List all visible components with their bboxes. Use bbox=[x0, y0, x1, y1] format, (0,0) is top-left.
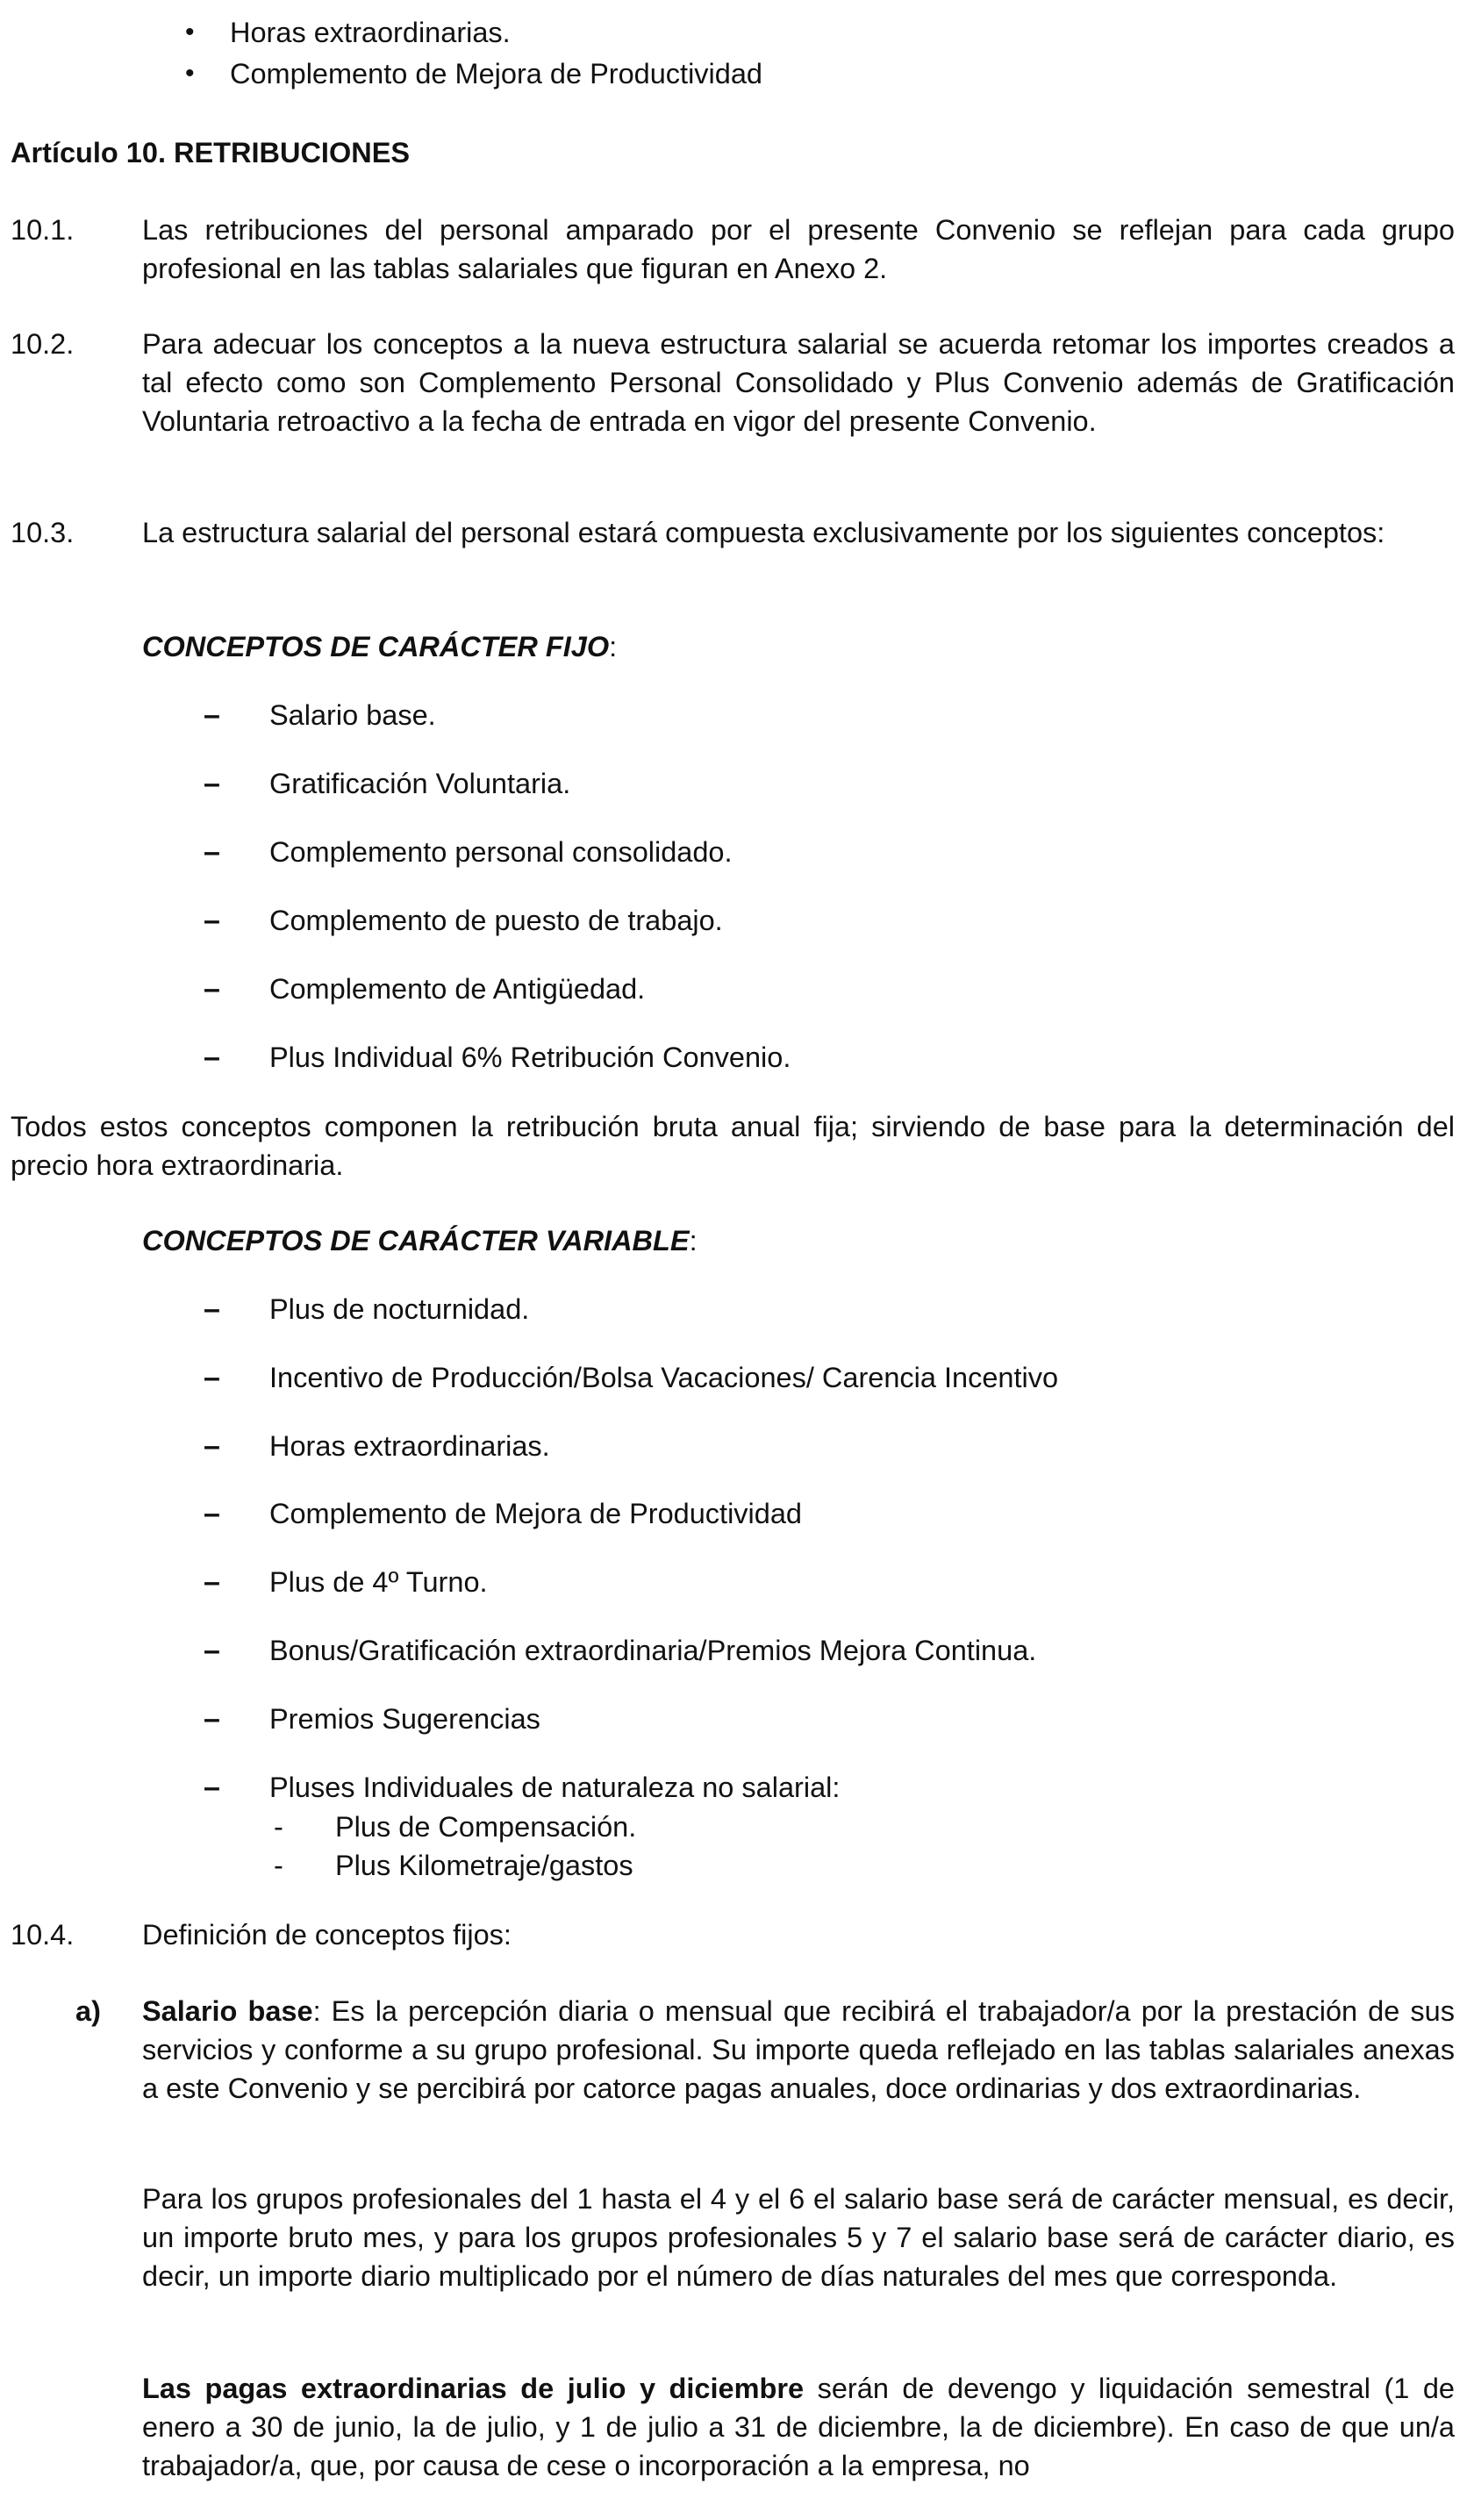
list-item: Complemento de puesto de trabajo. bbox=[269, 905, 723, 936]
article-title: Artículo 10. RETRIBUCIONES bbox=[11, 137, 411, 168]
list-item: Complemento de Mejora de Productividad bbox=[230, 58, 762, 89]
list-item: Plus de nocturnidad. bbox=[269, 1293, 530, 1325]
dash-icon: – bbox=[204, 767, 220, 800]
bullet-icon: • bbox=[185, 18, 195, 47]
dash-icon: – bbox=[204, 1041, 220, 1074]
dash-icon: – bbox=[204, 1429, 220, 1463]
dash-icon: – bbox=[204, 1361, 220, 1394]
hyphen-icon: - bbox=[274, 1811, 283, 1843]
section-text: Definición de conceptos fijos: bbox=[142, 1919, 512, 1951]
sub-list-item: Plus Kilometraje/gastos bbox=[335, 1850, 633, 1881]
list-item: Salario base. bbox=[269, 699, 436, 731]
pagas-extraordinarias-paragraph: Las pagas extraordinarias de julio y diciembre serán de devengo y liquidación semestral (1 de enero a 30 de junio, la de julio, y 1 de julio a 31 de diciembre, la de diciembre). En caso de que un/a trabajador/a, que, por causa de cese o incorporación a la empresa, no bbox=[142, 2373, 1455, 2481]
variable-concepts-heading: CONCEPTOS DE CARÁCTER VARIABLE: bbox=[142, 1225, 698, 1256]
list-item: Plus Individual 6% Retribución Convenio. bbox=[269, 1042, 791, 1073]
salario-base-paragraph: Salario base: Es la percepción diaria o mensual que recibirá el trabajador/a por la prestación de sus servicios y conforme a su grupo profesional. Su importe queda reflejado en las tablas salariales anexas a este Convenio y se percibirá por catorce pagas anuales, doce ordinarias y dos extraordinarias. bbox=[142, 1995, 1455, 2104]
section-text: Para adecuar los conceptos a la nueva estructura salarial se acuerda retomar los importes creados a tal efecto como son Complemento Personal Consolidado y Plus Convenio además de Gratificación Voluntaria retroactivo a la fecha de entrada en vigor del presente Convenio. bbox=[142, 328, 1455, 437]
hyphen-icon: - bbox=[274, 1850, 283, 1881]
dash-icon: – bbox=[204, 698, 220, 732]
section-number: 10.3. bbox=[11, 517, 75, 548]
list-item: Incentivo de Producción/Bolsa Vacaciones/ Carencia Incentivo bbox=[269, 1362, 1059, 1393]
dash-icon: – bbox=[204, 1292, 220, 1326]
section-number: 10.4. bbox=[11, 1919, 75, 1951]
sub-list-item: Plus de Compensación. bbox=[335, 1811, 637, 1843]
dash-icon: – bbox=[204, 1771, 220, 1804]
list-item: Bonus/Gratificación extraordinaria/Premios Mejora Continua. bbox=[269, 1635, 1037, 1666]
list-item: Horas extraordinarias. bbox=[269, 1430, 550, 1462]
list-item: Horas extraordinarias. bbox=[230, 17, 511, 48]
salario-base-groups-paragraph: Para los grupos profesionales del 1 hasta el 4 y el 6 el salario base será de carácter mensual, es decir, un importe bruto mes, y para los grupos profesionales 5 y 7 el salario base será de carácter diario, es decir, un importe diario multiplicado por el número de días naturales del mes que corresponda. bbox=[142, 2183, 1455, 2292]
list-item: Complemento de Mejora de Productividad bbox=[269, 1498, 802, 1529]
dash-icon: – bbox=[204, 1565, 220, 1599]
list-item: Complemento personal consolidado. bbox=[269, 836, 733, 868]
dash-icon: – bbox=[204, 835, 220, 869]
dash-icon: – bbox=[204, 1497, 220, 1530]
section-text: La estructura salarial del personal estará compuesta exclusivamente por los siguientes conceptos: bbox=[142, 517, 1385, 548]
fixed-concepts-heading: CONCEPTOS DE CARÁCTER FIJO: bbox=[142, 631, 618, 662]
item-letter: a) bbox=[75, 1995, 101, 2027]
list-item: Plus de 4º Turno. bbox=[269, 1566, 488, 1598]
dash-icon: – bbox=[204, 1634, 220, 1667]
section-number: 10.1. bbox=[11, 214, 75, 246]
list-item: Pluses Individuales de naturaleza no salarial: bbox=[269, 1772, 841, 1803]
list-item: Complemento de Antigüedad. bbox=[269, 973, 646, 1005]
dash-icon: – bbox=[204, 1702, 220, 1736]
bullet-icon: • bbox=[185, 59, 195, 88]
section-number: 10.2. bbox=[11, 328, 75, 360]
salario-base-term: Salario base bbox=[142, 1995, 313, 2027]
section-text: Las retribuciones del personal amparado por el presente Convenio se reflejan para cada grupo profesional en las tablas salariales que figuran en Anexo 2. bbox=[142, 214, 1455, 284]
dash-icon: – bbox=[204, 972, 220, 1006]
list-item: Premios Sugerencias bbox=[269, 1703, 540, 1735]
fixed-summary-paragraph: Todos estos conceptos componen la retribución bruta anual fija; sirviendo de base para la determinación del precio hora extraordinaria. bbox=[11, 1111, 1455, 1181]
list-item: Gratificación Voluntaria. bbox=[269, 768, 571, 799]
dash-icon: – bbox=[204, 904, 220, 937]
